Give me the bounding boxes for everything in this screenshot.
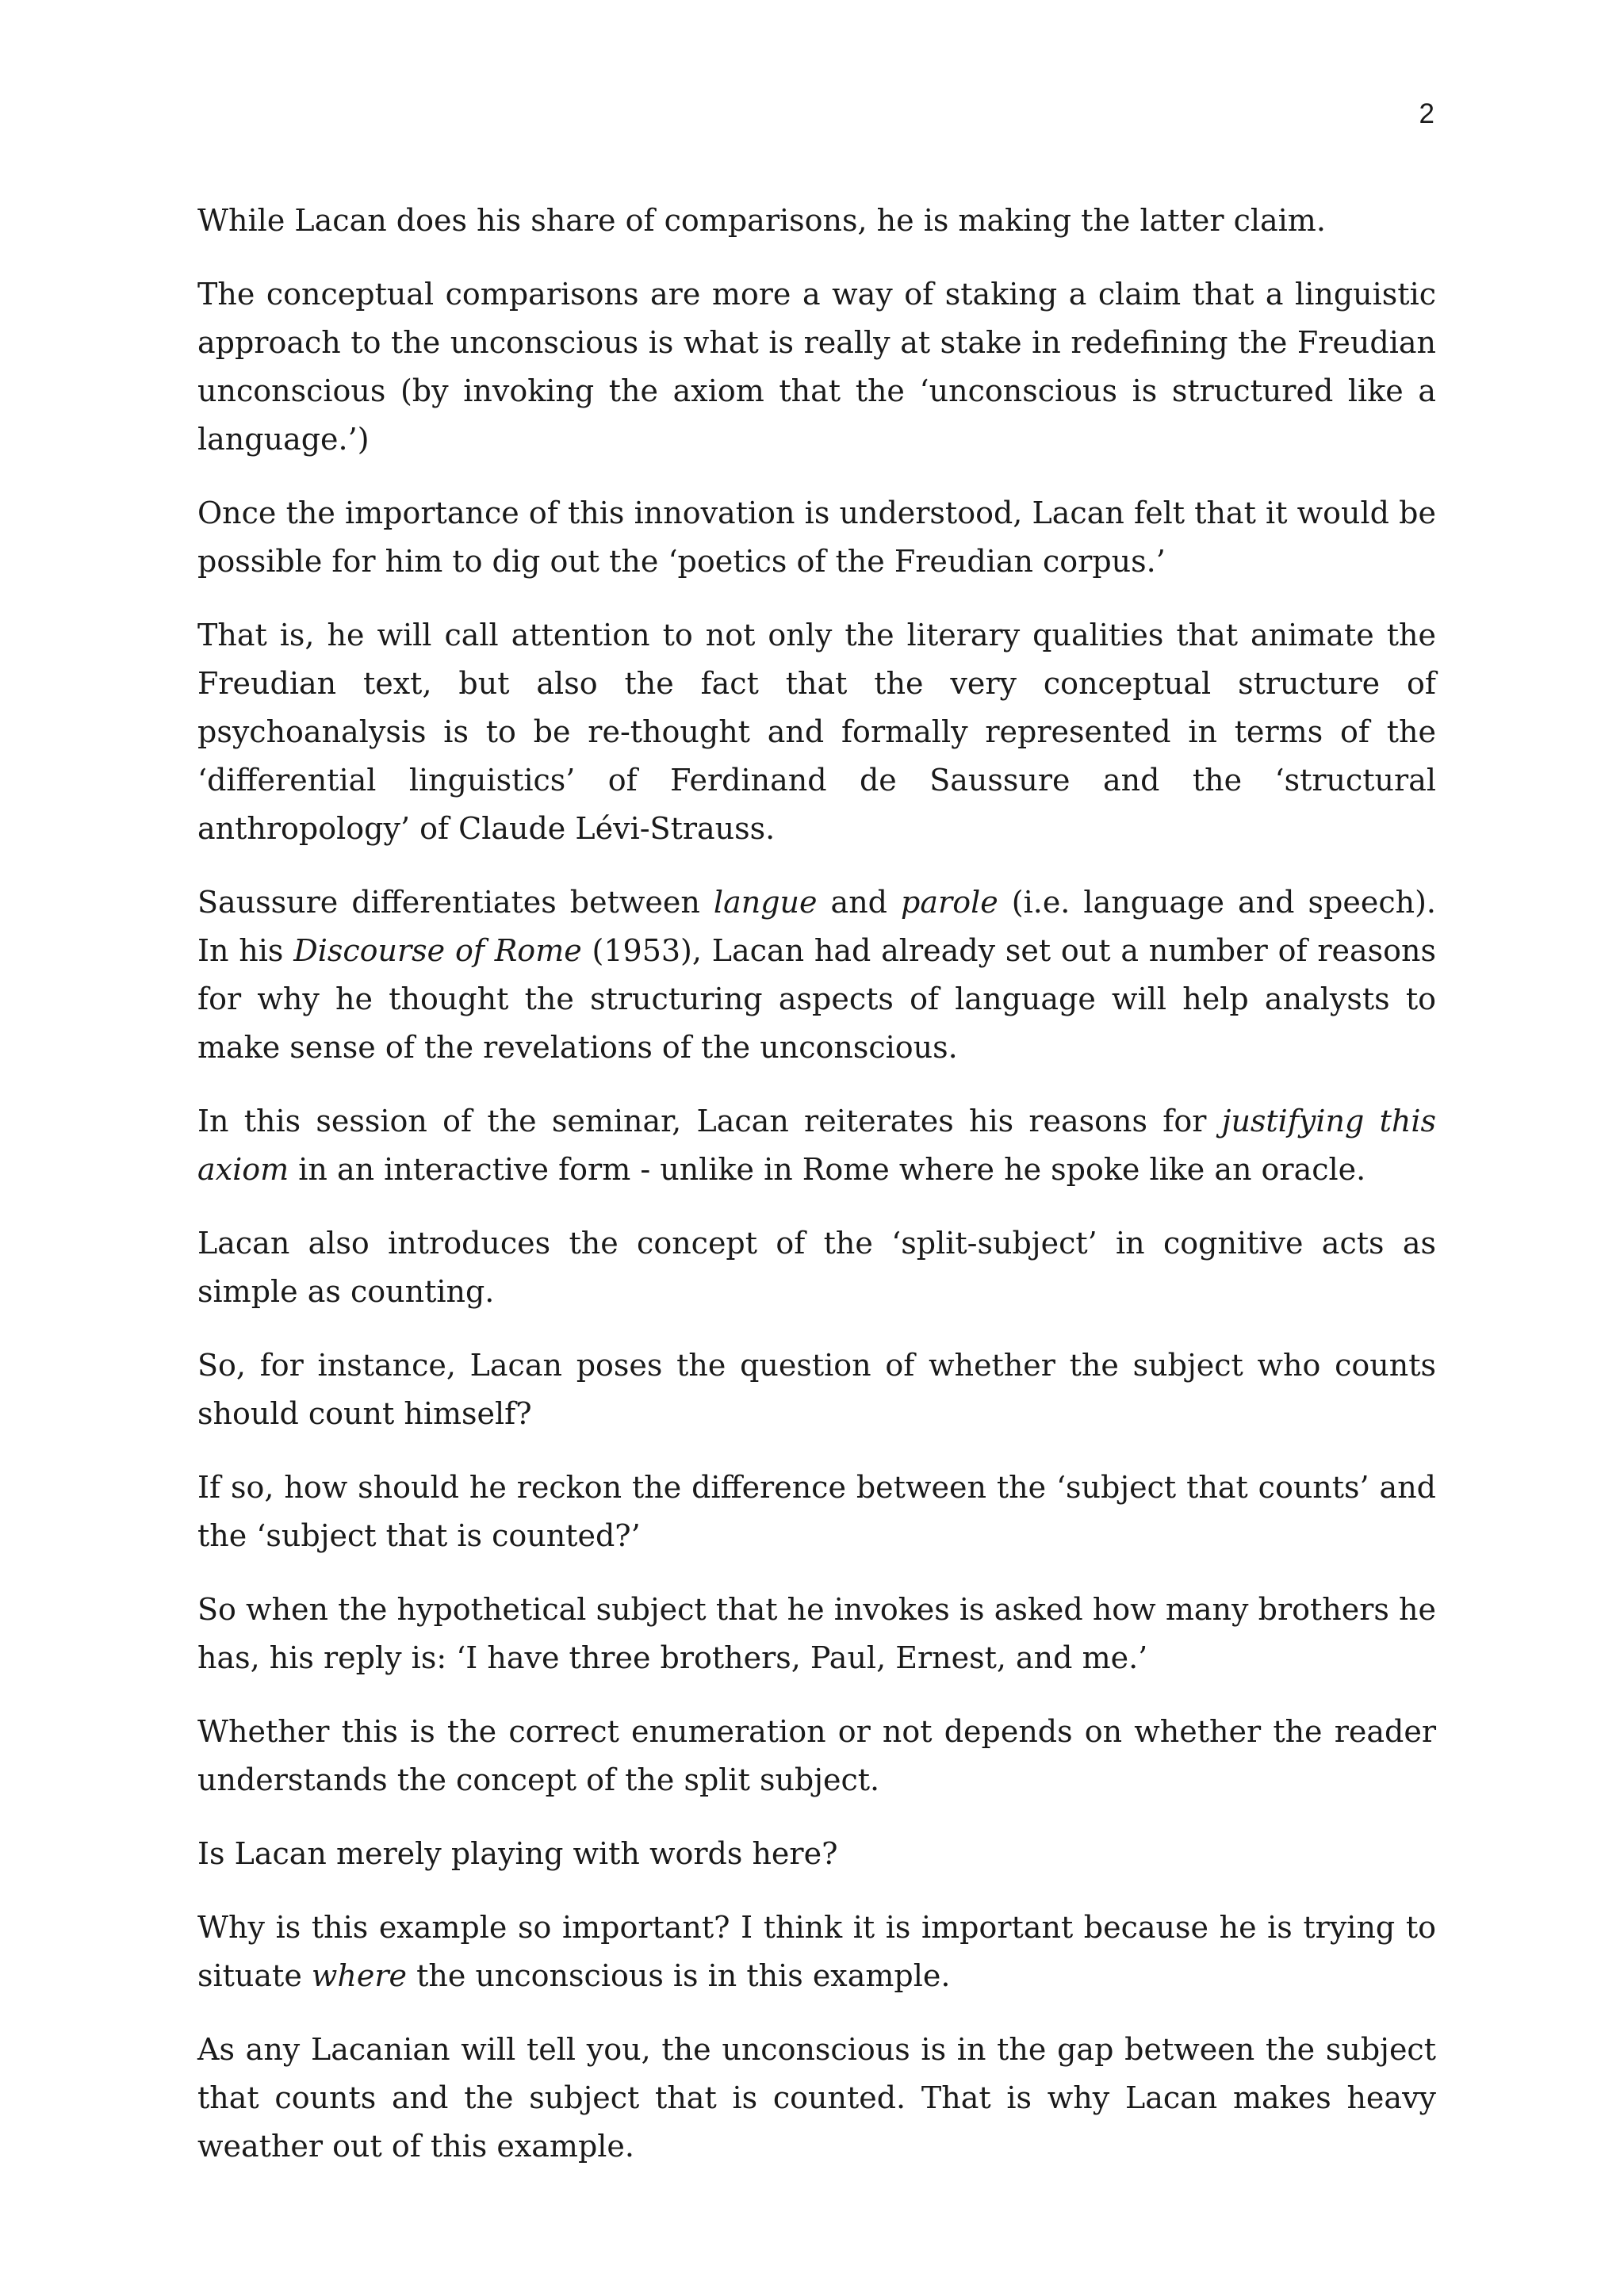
paragraph-4: That is, he will call attention to not only the literary qualities that animate the Freudian text, but also the fact that the very conceptual structure of psychoanalysis is to be re-thought and formally represented in terms of the ‘differential linguistics’ of Ferdinand de Saussure and the ‘structural anthropology’ of Claude Lévi-Strauss.	[197, 618, 1436, 846]
paragraph-3: Once the importance of this innovation is understood, Lacan felt that it would be possible for him to dig out the ‘poetics of the Freudian corpus.’	[197, 496, 1436, 579]
paragraph-13	[197, 1904, 1436, 2000]
paragraph-13-text-a: Why is this example so important? I think it is important because he is trying to situate	[197, 1910, 1436, 1993]
paragraph-5-italic-langue: langue	[713, 885, 818, 920]
paragraph-8: So, for instance, Lacan poses the question of whether the subject who counts should count himself?	[197, 1348, 1436, 1431]
paragraph-13-text-c: the unconscious is in this example.	[407, 1958, 951, 1993]
paragraph-5-italic-title: Discourse of Rome	[293, 933, 582, 968]
paragraph-6-text-c: in an interactive form - unlike in Rome where he spoke like an oracle.	[289, 1152, 1366, 1187]
paragraph-6-italic: justifying this axiom	[197, 1104, 1436, 1187]
paragraph-6	[197, 1097, 1436, 1194]
paragraph-5-text-a: Saussure differentiates between	[197, 885, 714, 920]
paragraph-5-text-e: (i.e. language and speech). In his	[197, 885, 1436, 968]
paragraph-12: Is Lacan merely playing with words here?	[197, 1836, 838, 1871]
paragraph-5-text-g: (1953), Lacan had already set out a number of reasons for why he thought the structuring aspects of language will help analysts to make sense of the revelations of the unconscious.	[197, 933, 1436, 1065]
paragraph-5	[197, 878, 1436, 1072]
paragraph-11: Whether this is the correct enumeration or not depends on whether the reader understands the concept of the split subject.	[197, 1714, 1436, 1797]
paragraph-1: While Lacan does his share of comparisons, he is making the latter claim.	[197, 203, 1326, 238]
paragraph-14: As any Lacanian will tell you, the unconscious is in the gap between the subject that counts and the subject that is counted. That is why Lacan makes heavy weather out of this example.	[197, 2032, 1436, 2164]
paragraph-6-text-a: In this session of the seminar, Lacan reiterates his reasons for	[197, 1104, 1222, 1138]
paragraph-7: Lacan also introduces the concept of the ‘split-subject’ in cognitive acts as simple as counting.	[197, 1226, 1436, 1309]
paragraph-9: If so, how should he reckon the difference between the ‘subject that counts’ and the ‘subject that is counted?’	[197, 1470, 1436, 1553]
page-number: 2	[1419, 98, 1434, 129]
paragraph-5-italic-parole: parole	[901, 885, 998, 920]
paragraph-13-italic: where	[311, 1958, 408, 1993]
paragraph-2: The conceptual comparisons are more a way of staking a claim that a linguistic approach to the unconscious is what is really at stake in redefining the Freudian unconscious (by invoking the axiom that the ‘unconscious is structured like a language.’)	[197, 277, 1436, 457]
body-text	[197, 197, 1436, 2196]
paragraph-10: So when the hypothetical subject that he invokes is asked how many brothers he has, his reply is: ‘I have three brothers, Paul, Ernest, and me.’	[197, 1592, 1436, 1675]
paragraph-5-text-c: and	[817, 885, 902, 920]
